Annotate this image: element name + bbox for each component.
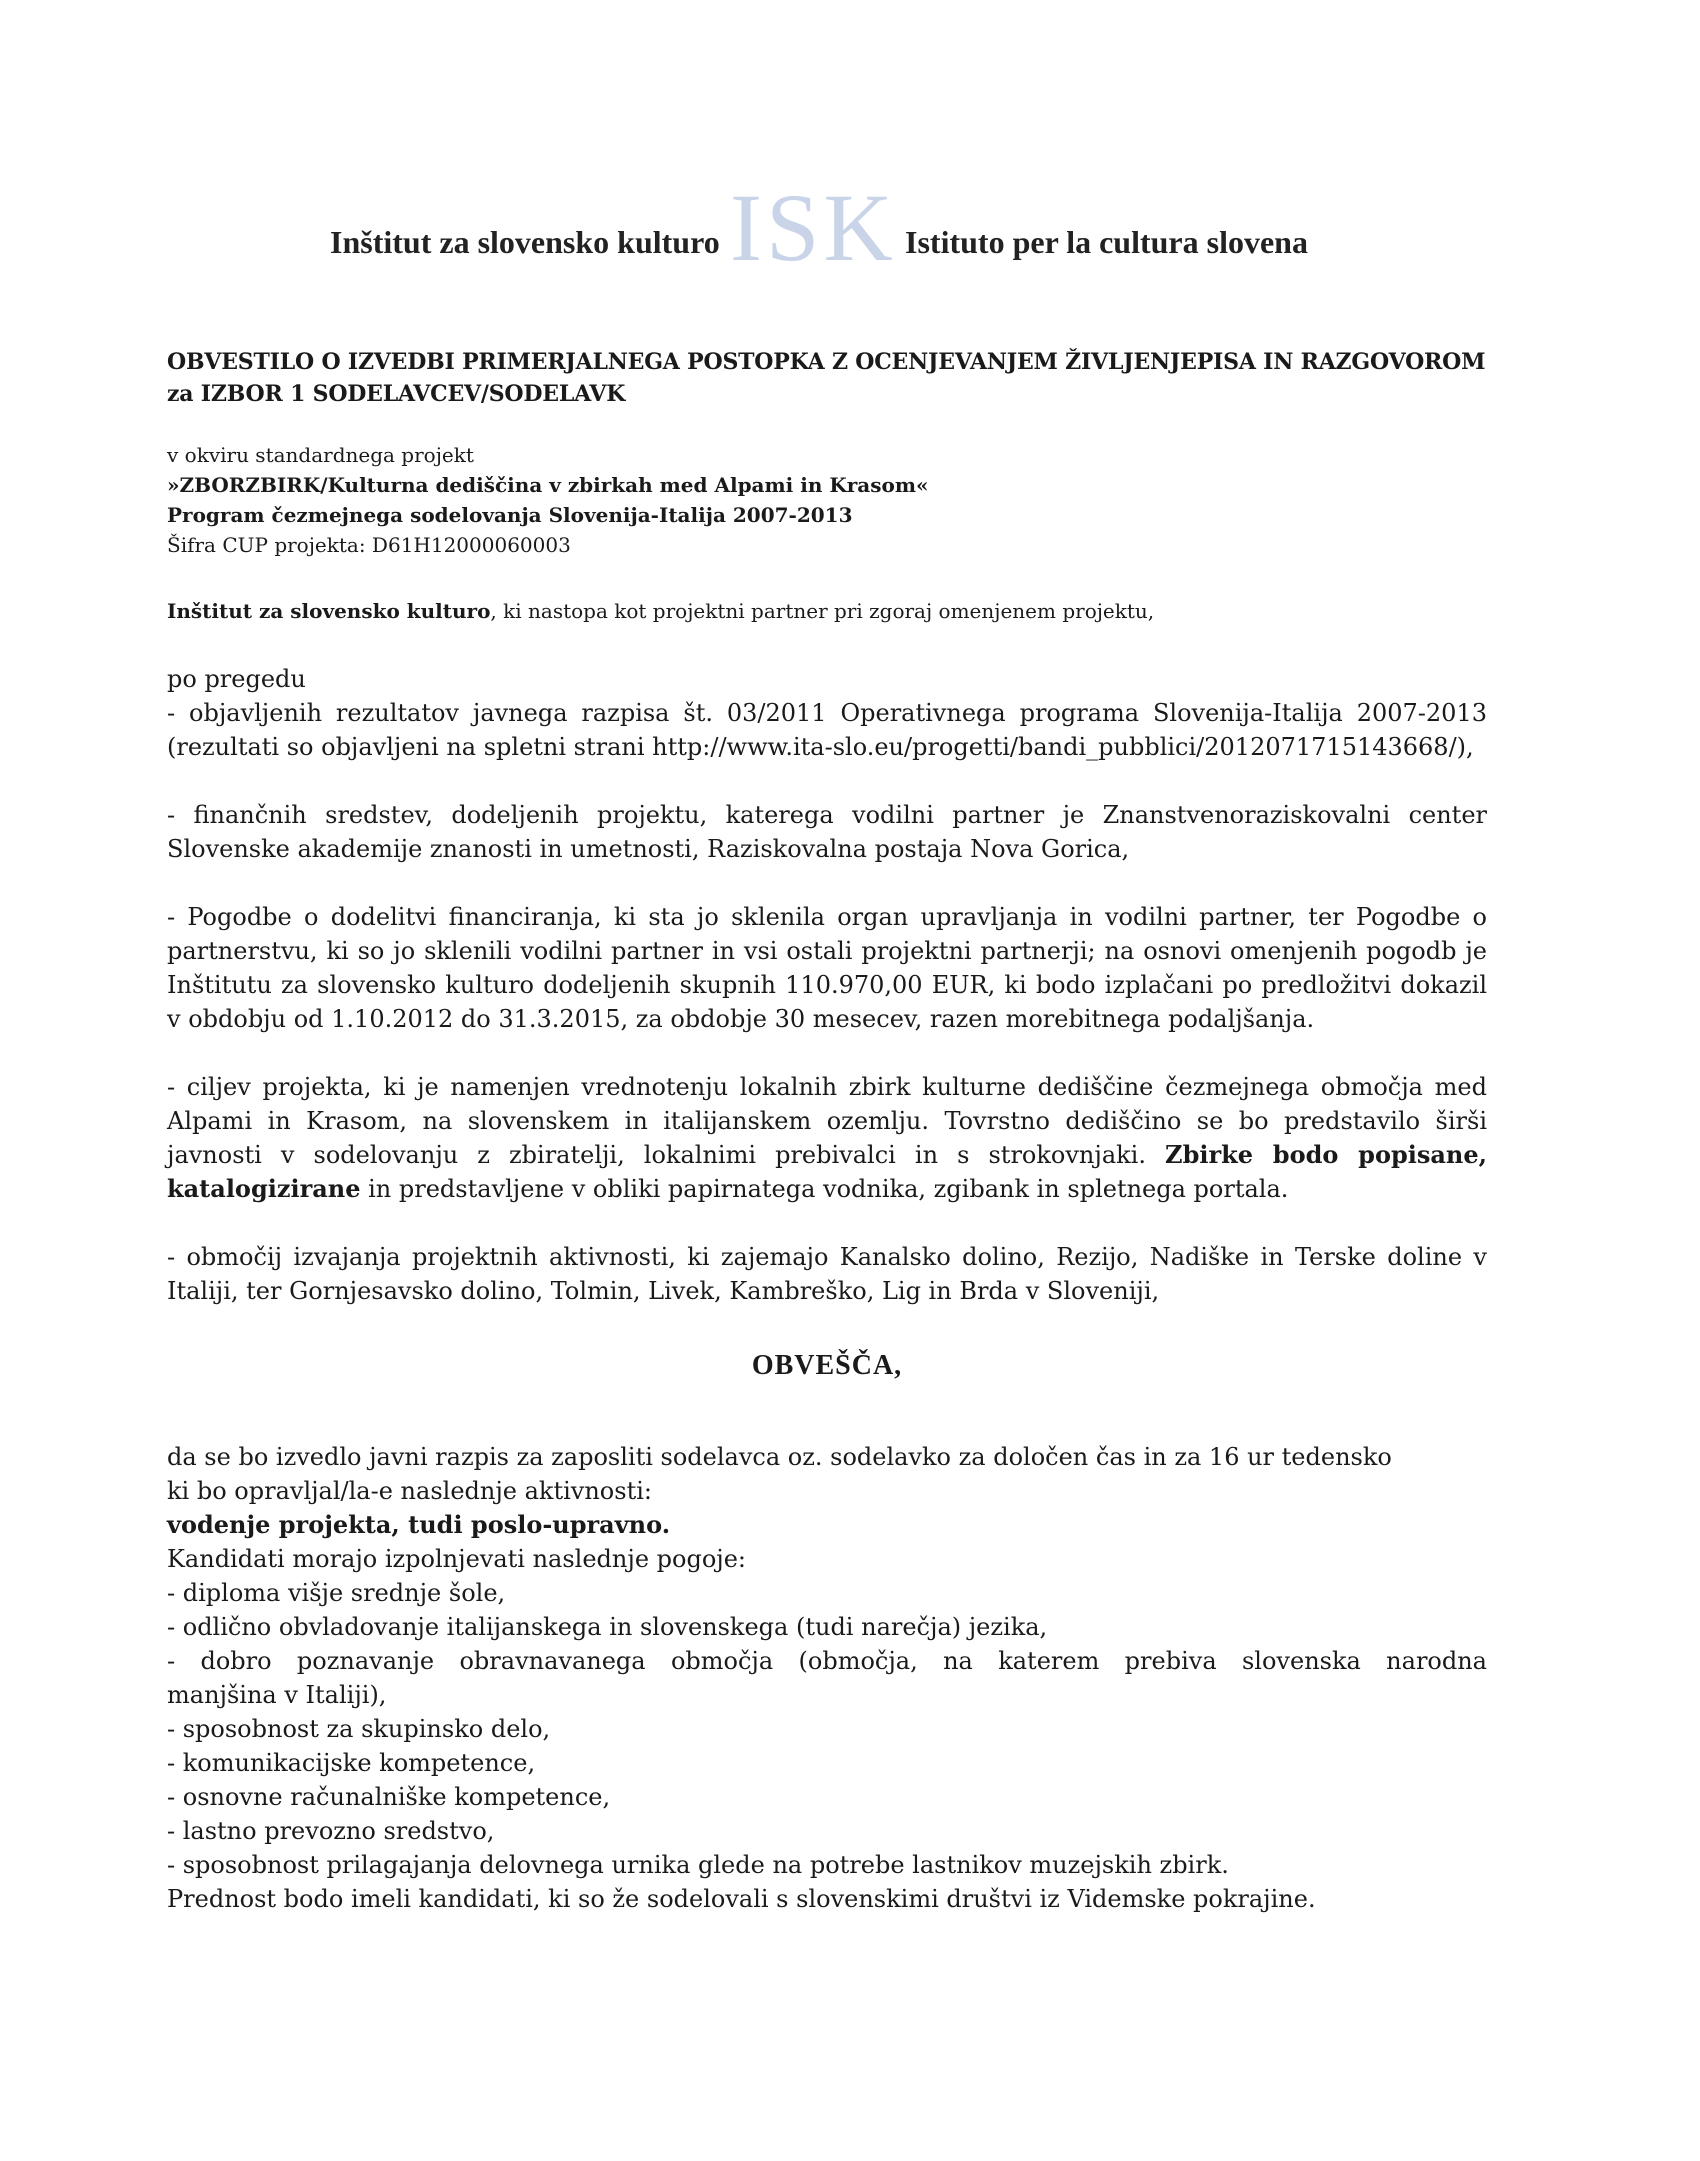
intro-rest: , ki nastopa kot projektni partner pri zgoraj omenjenem projektu, xyxy=(490,599,1155,623)
isk-logo: ISK xyxy=(730,174,897,281)
preference-note: Prednost bodo imeli kandidati, ki so že sodelovali s slovenskimi društvi iz Videmske pokrajine. xyxy=(167,1885,1316,1913)
goals-text-c: in predstavljene v obliki papirnatega vodnika, zgibank in spletnega portala. xyxy=(360,1175,1289,1203)
condition-item-continued: manjšina v Italiji), xyxy=(167,1681,387,1709)
po-pregedu: po pregedu xyxy=(167,665,306,693)
project-name: »ZBORZBIRK/Kulturna dediščina v zbirkah med Alpami in Krasom« xyxy=(167,473,929,497)
condition-item: - komunikacijske kompetence, xyxy=(167,1749,536,1777)
project-block xyxy=(167,440,1487,560)
notice-title-line-2: za IZBOR 1 SODELAVCEV/SODELAVK xyxy=(167,381,626,407)
condition-item: - dobro poznavanje obravnavanega območja (območja, na katerem prebiva slovenska narodna xyxy=(167,1647,1487,1675)
project-intro: v okviru standardnega projekt xyxy=(167,443,474,467)
section-contracts: - Pogodbe o dodelitvi financiranja, ki sta jo sklenila organ upravljanja in vodilni partner, ter Pogodbe o partnerstvu, ki so jo sklenili vodilni partner in vsi ostali projektni partnerji; na osnovi omenjenih pogodb je Inštitutu za slovensko kulturo dodeljenih skupnih 110.970,00 EUR, ki bodo izplačani po predložitvi dokazil v obdobju od 1.10.2012 do 31.3.2015, za obdobje 30 mesecev, razen morebitnega podaljšanja. xyxy=(167,903,1487,1033)
condition-item: - osnovne računalniške kompetence, xyxy=(167,1783,611,1811)
condition-item: - diploma višje srednje šole, xyxy=(167,1579,506,1607)
condition-item: - odlično obvladovanje italijanskega in slovenskega (tudi narečja) jezika, xyxy=(167,1613,1048,1641)
tail-conditions-intro: Kandidati morajo izpolnjevati naslednje pogoje: xyxy=(167,1545,746,1573)
section-results: - objavljenih rezultatov javnega razpisa št. 03/2011 Operativnega programa Slovenija-Italija 2007-2013 (rezultati so objavljeni na spletni strani http://www.ita-slo.eu/progetti/bandi_pubblici/2012071715143668/), xyxy=(167,699,1487,761)
condition-item: - sposobnost prilagajanja delovnega urnika glede na potrebe lastnikov muzejskih zbirk. xyxy=(167,1851,1229,1879)
tail-line-1: da se bo izvedlo javni razpis za zaposliti sodelavca oz. sodelavko za določen čas in za 16 ur tedensko xyxy=(167,1443,1392,1471)
institute-name-italian: Istituto per la cultura slovena xyxy=(905,224,1308,260)
condition-item: - lastno prevozno sredstvo, xyxy=(167,1817,495,1845)
section-funding: - finančnih sredstev, dodeljenih projektu, katerega vodilni partner je Znanstvenoraziskovalni center Slovenske akademije znanosti in umetnosti, Raziskovalna postaja Nova Gorica, xyxy=(167,801,1487,863)
goals-text-a: - ciljev projekta, ki je namenjen vrednotenju lokalnih zbirk kulturne dediščine čezmejnega območja med Alpami in Krasom, na slovenskem in italijanskem ozemlju. Tovrstno dediščino se bo predstavilo širši javnosti v sodelovanju z zbiratelji, lokalnimi prebivalci in s strokovnjaki. xyxy=(167,1073,1487,1169)
obvesca-heading: OBVEŠČA, xyxy=(751,1350,903,1381)
condition-item: - sposobnost za skupinsko delo, xyxy=(167,1715,551,1743)
intro-paragraph xyxy=(167,596,1487,626)
tail-line-2: ki bo opravljal/la-e naslednje aktivnosti: xyxy=(167,1477,652,1505)
section-areas: - območij izvajanja projektnih aktivnosti, ki zajemajo Kanalsko dolino, Rezijo, Nadiške in Terske doline v Italiji, ter Gornjesavsko dolino, Tolmin, Livek, Kambreško, Lig in Brda v Sloveniji, xyxy=(167,1243,1487,1305)
document-body xyxy=(167,346,1487,1916)
intro-org: Inštitut za slovensko kulturo xyxy=(167,599,491,623)
program-name: Program čezmejnega sodelovanja Slovenija-Italija 2007-2013 xyxy=(167,503,853,527)
section-goals xyxy=(167,1070,1487,1206)
institute-name-slovene: Inštitut za slovensko kulturo xyxy=(330,224,720,260)
letterhead xyxy=(0,174,1700,290)
goals-text-bold: Zbirke bodo popisane, katalogizirane xyxy=(167,1140,1487,1203)
cup-code: Šifra CUP projekta: D61H12000060003 xyxy=(167,533,571,557)
tail-activities: vodenje projekta, tudi poslo-upravno. xyxy=(167,1510,671,1539)
review-sections xyxy=(167,662,1487,1308)
notice-title-line-1: OBVESTILO O IZVEDBI PRIMERJALNEGA POSTOPKA Z OCENJEVANJEM ŽIVLJENJEPISA IN RAZGOVOROM xyxy=(167,349,1486,375)
announcement-details xyxy=(167,1440,1487,1916)
